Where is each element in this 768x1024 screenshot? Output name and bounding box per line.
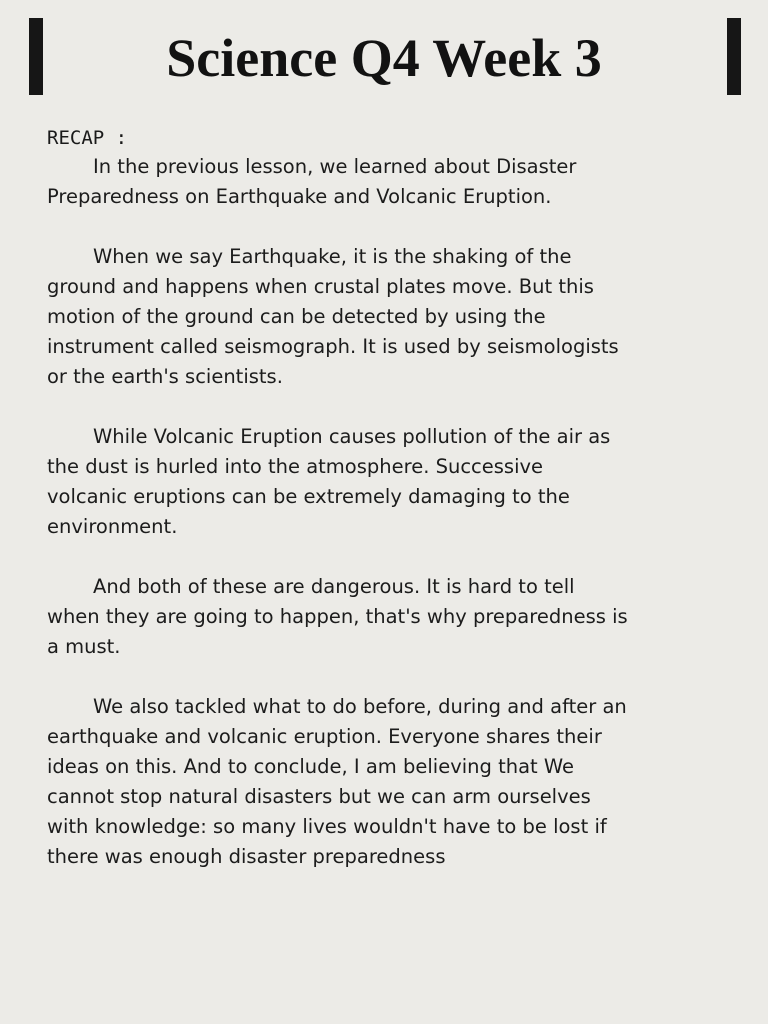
paragraph-dangerous: And both of these are dangerous. It is hard to tell when they are going to happen, that's why preparedness is a must. [47,575,628,658]
paragraph-conclusion: We also tackled what to do before, during and after an earthquake and volcanic eruption. Everyone shares their ideas on this. And to conclude, I am believing that We cannot stop natural disasters but we can arm ourselves with knowledge: so many lives wouldn't have to be lost if there was enough disaster preparedness [47,695,627,868]
paragraph-volcanic-eruption: While Volcanic Eruption causes pollution of the air as the dust is hurled into the atmosphere. Successive volcanic eruptions can be extremely damaging to the environment. [47,425,611,538]
paragraph-earthquake: When we say Earthquake, it is the shaking of the ground and happens when crustal plates move. But this motion of the ground can be detected by using the instrument called seismograph. It is used by seismologists or the earth's scientists. [47,245,619,388]
recap-body [47,152,755,902]
page-title: Science Q4 Week 3 [166,28,602,88]
recap-label: RECAP : [47,127,128,149]
paragraph-previous-lesson: In the previous lesson, we learned about Disaster Preparedness on Earthquake and Volcanic Eruption. [47,155,577,208]
right-accent-bar [727,18,741,95]
left-accent-bar [29,18,43,95]
